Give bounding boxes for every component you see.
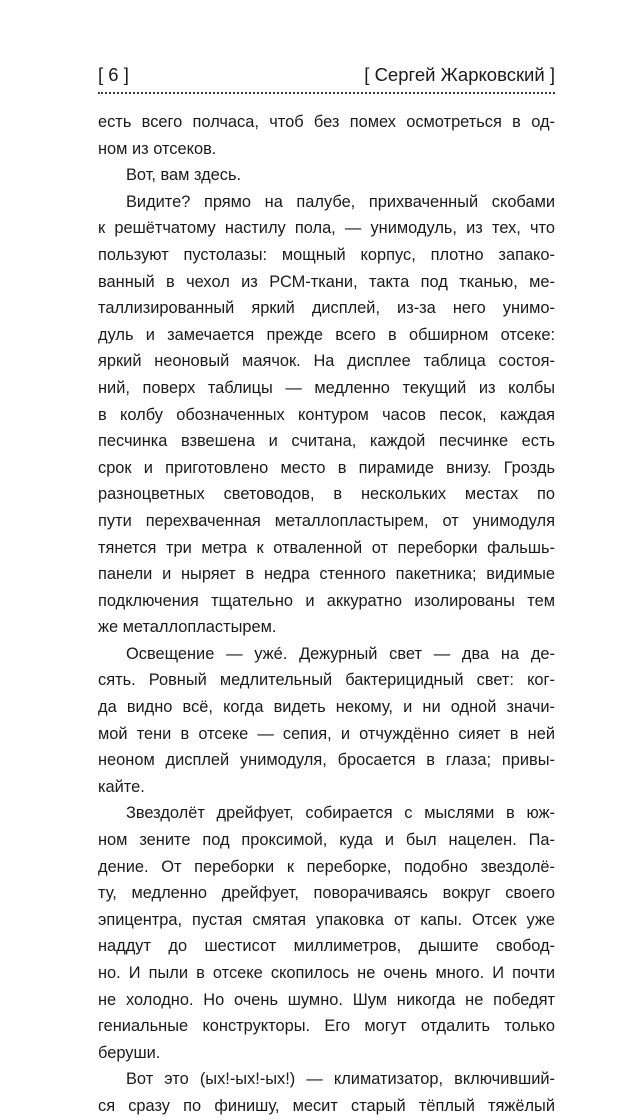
text-line: эпицентра, пустая смятая упаковка от капы. Отсек уже [98,910,555,929]
text-line: беруши. [98,1043,161,1062]
text-line: тянется три метра к отваленной от переборки фальшь- [98,538,555,557]
text-line: ся сразу по финишу, месит старый тёплый тяжёлый [98,1096,555,1115]
text-line: сять. Ровный медлительный бактерицидный свет: ког- [98,671,555,690]
text-line: наддут до шестисот миллиметров, дышите свобод- [98,937,555,956]
text-line: ванный в чехол из РСМ-ткани, такта под тканью, ме- [98,272,555,291]
text-line: да видно всё, когда видеть некому, и ни одной значи- [98,698,555,717]
running-head [98,60,555,90]
text-line: срок и приготовлено место в пирамиде внизу. Гроздь [98,458,555,477]
paragraph-first-line: Видите? прямо на палубе, прихваченный скобами [126,192,555,211]
text-line: в колбу обозначенных контуром часов песок, каждая [98,405,555,424]
text-line: но. И пыли в отсеке скопилось не очень много. И почти [98,964,555,982]
text-line: дение. От переборки к переборке, подобно звездолё- [98,857,555,876]
text-line: к решётчатому настилу пола, — унимодуль, из тех, что [98,219,555,238]
paragraph-first-line: Вот, вам здесь. [126,166,242,185]
text-line: ном из отсеков. [98,139,217,158]
body-text [98,109,555,1120]
text-line: ту, медленно дрейфует, поворачиваясь вокруг своего [98,884,555,903]
text-line: пользуют пустолазы: мощный корпус, плотно запако- [98,245,555,264]
text-line: кайте. [98,777,145,796]
text-line: мой тени в отсеке — сепия, и отчуждённо сияет в ней [98,724,555,743]
page-number: [ 6 ] [98,64,129,85]
text-line: же металлопластырем. [98,618,277,637]
text-line: подключения тщательно и аккуратно изолированы тем [98,591,555,610]
text-line: ном зените под проксимой, куда и был нацелен. Па- [98,831,555,850]
text-line: гениальные конструкторы. Его могут отдалить только [98,1017,555,1036]
text-line: яркий неоновый маячок. На дисплее таблица состоя- [98,352,555,371]
paragraph-first-line: Освещение — ужé. Дежурный свет — два на де- [126,644,555,663]
text-line: ний, поверх таблицы — медленно текущий из колбы [98,378,555,397]
text-line: разноцветных световодов, в нескольких местах по [98,485,555,504]
text-line: пути перехваченная металлопластырем, от унимодуля [98,511,555,530]
running-title: [ Сергей Жарковский ] [364,64,555,85]
text-line: дуль и замечается прежде всего в обширном отсеке: [98,325,555,344]
text-line: неоном дисплей унимодуля, бросается в глаза; привы- [98,751,555,770]
paragraph-first-line: Звездолёт дрейфует, собирается с мыслями в юж- [126,804,555,823]
text-line: панели и ныряет в недра стенного пакетника; видимые [98,565,555,584]
text-line: есть всего полчаса, чтоб без помех осмотреться в од- [98,113,555,131]
text-line: песчинка взвешена и считана, каждой песчинке есть [98,432,555,451]
header-dotted-rule [98,92,555,94]
paragraph-first-line: Вот это (ых!-ых!-ых!) — климатизатор, включивший- [126,1070,555,1089]
text-line: таллизированный яркий дисплей, из-за него унимо- [98,299,555,318]
text-line: не холодно. Но очень шумно. Шум никогда не победят [98,990,555,1009]
